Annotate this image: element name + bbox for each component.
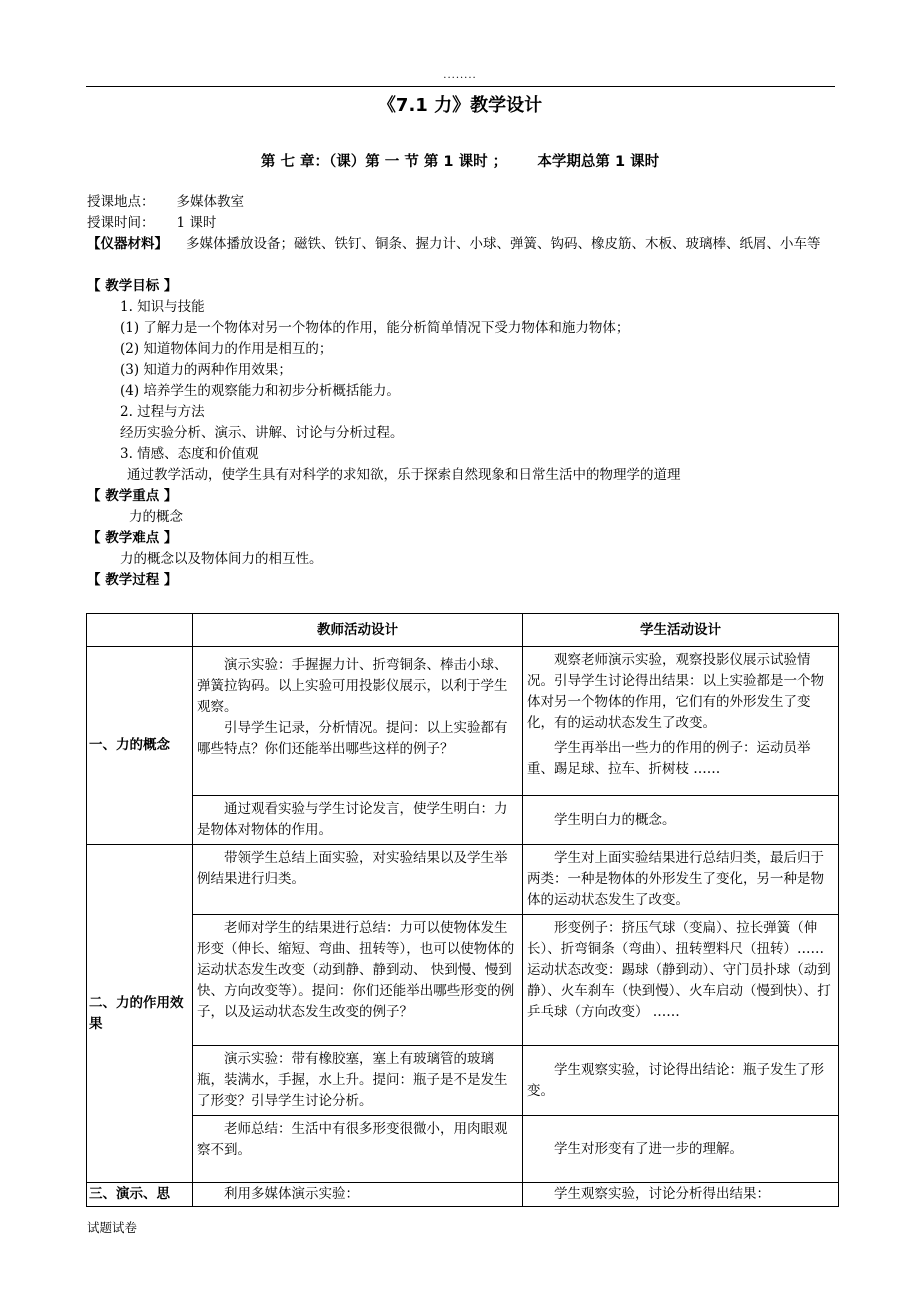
header-teacher: 教师活动设计 bbox=[193, 614, 523, 647]
goal3-text: 通过教学活动，使学生具有对科学的求知欲，乐于探索自然现象和日常生活中的物理学的道理 bbox=[127, 467, 681, 483]
teacher-cell bbox=[193, 1183, 523, 1207]
table-row bbox=[87, 1116, 839, 1183]
time-line bbox=[87, 213, 842, 234]
goal2-text: 经历实验分析、演示、讲解、讨论与分析过程。 bbox=[120, 425, 404, 441]
student-paragraph: 观察老师演示实验，观察投影仪展示试验情况。引导学生讨论得出结果：以上实验都是一个物体对另一个物体的作用，它们有的外形发生了变化，有的运动状态发生了改变。 bbox=[527, 652, 824, 731]
difficult-heading: 【 教学难点 】 bbox=[87, 530, 178, 546]
teacher-cell bbox=[193, 845, 523, 915]
table-row bbox=[87, 647, 839, 796]
teacher-paragraph: 老师对学生的结果进行总结：力可以使物体发生形变（伸长、缩短、弯曲、扭转等），也可以使物体的运动状态发生改变（动到静、静到动、 快到慢、慢到快、方向改变等）。提问：你们还能举出哪些形变的例子，以及运动状态发生改变的例子？ bbox=[197, 920, 515, 1020]
process-heading: 【 教学过程 】 bbox=[87, 572, 178, 588]
teacher-cell bbox=[193, 1116, 523, 1183]
student-paragraph: 形变例子：挤压气球（变扁）、拉长弹簧（伸长）、折弯铜条（弯曲）、扭转塑料尺（扭转）……运动状态改变：踢球（静到动）、守门员扑球（动到静）、火车刹车（快到慢）、火车启动（慢到快）、打乒乓球（方向改变） …… bbox=[527, 920, 831, 1020]
goal1-item-2: (2) 知道物体间力的作用是相互的； bbox=[120, 341, 333, 357]
student-cell bbox=[523, 915, 839, 1046]
teacher-paragraph: 引导学生记录，分析情况。提问：以上实验都有哪些特点？你们还能举出哪些这样的例子？ bbox=[197, 720, 508, 757]
student-cell bbox=[523, 647, 839, 796]
student-paragraph: 学生对形变有了进一步的理解。 bbox=[554, 1140, 743, 1157]
table-header-row bbox=[87, 614, 839, 647]
key-heading: 【 教学重点 】 bbox=[87, 488, 178, 504]
table-header-empty bbox=[87, 614, 193, 647]
materials-block bbox=[87, 234, 842, 255]
table-row bbox=[87, 1046, 839, 1116]
student-paragraph: 学生再举出一些力的作用的例子：运动员举重、踢足球、拉车、折树枝 …… bbox=[527, 740, 811, 777]
teacher-paragraph: 演示实验：手握握力计、折弯铜条、棒击小球、弹簧拉钩码。以上实验可用投影仪展示，以利于学生观察。 bbox=[197, 657, 508, 715]
goal1-item-3: (3) 知道力的两种作用效果； bbox=[120, 362, 292, 378]
footer-text: 试题试卷 bbox=[87, 1220, 138, 1235]
student-paragraph: 学生明白力的概念。 bbox=[554, 811, 676, 828]
student-paragraph: 学生观察实验，讨论得出结论：瓶子发生了形变。 bbox=[527, 1061, 824, 1099]
section-label: 三、演示、思 bbox=[87, 1183, 193, 1207]
student-paragraph: 学生对上面实验结果进行总结归类，最后归于两类：一种是物体的外形发生了变化，另一种是物体的运动状态发生了改变。 bbox=[527, 850, 824, 908]
teacher-cell bbox=[193, 647, 523, 796]
student-paragraph: 学生观察实验，讨论分析得出结果： bbox=[554, 1186, 770, 1202]
teacher-paragraph: 通过观看实验与学生讨论发言，使学生明白：力是物体对物体的作用。 bbox=[197, 801, 508, 838]
teacher-paragraph: 带领学生总结上面实验，对实验结果以及学生举例结果进行归类。 bbox=[197, 850, 508, 887]
document-title: 《7.1 力》教学设计 bbox=[377, 95, 543, 116]
goal3-title: 3. 情感、态度和价值观 bbox=[120, 446, 259, 462]
process-table bbox=[86, 613, 839, 1207]
teacher-paragraph: 利用多媒体演示实验： bbox=[224, 1186, 359, 1202]
location-line bbox=[87, 192, 842, 213]
header-dots: ........ bbox=[443, 70, 477, 81]
teacher-cell bbox=[193, 1046, 523, 1116]
student-cell bbox=[523, 1183, 839, 1207]
teacher-paragraph: 老师总结：生活中有很多形变很微小，用肉眼观察不到。 bbox=[197, 1121, 508, 1158]
difficult-text: 力的概念以及物体间力的相互性。 bbox=[120, 551, 323, 567]
table-row bbox=[87, 845, 839, 915]
student-cell bbox=[523, 845, 839, 915]
time-value: 1 课时 bbox=[176, 215, 217, 231]
materials-text: 多媒体播放设备；磁铁、铁钉、铜条、握力计、小球、弹簧、钩码、橡皮筋、木板、玻璃棒、纸屑、小车等 bbox=[186, 236, 821, 252]
goal1-title: 1. 知识与技能 bbox=[120, 299, 205, 315]
section-label: 一、力的概念 bbox=[87, 647, 193, 845]
student-cell bbox=[523, 1046, 839, 1116]
goal1-item-1: (1) 了解力是一个物体对另一个物体的作用，能分析简单情况下受力物体和施力物体； bbox=[120, 320, 630, 336]
goals-heading: 【 教学目标 】 bbox=[87, 278, 178, 294]
table-row bbox=[87, 915, 839, 1046]
header-rule bbox=[86, 86, 835, 87]
table-row bbox=[87, 796, 839, 845]
teacher-cell bbox=[193, 796, 523, 845]
section-label: 二、力的作用效果 bbox=[87, 845, 193, 1183]
student-cell bbox=[523, 1116, 839, 1183]
table-row bbox=[87, 1183, 839, 1207]
document-subtitle: 第 七 章：（课）第 一 节 第 1 课时 ； 本学期总第 1 课时 bbox=[260, 154, 660, 170]
location-value: 多媒体教室 bbox=[176, 194, 244, 210]
materials-label: 【仪器材料】 bbox=[87, 236, 168, 252]
goal2-title: 2. 过程与方法 bbox=[120, 404, 205, 420]
time-label: 授课时间： bbox=[87, 215, 155, 231]
student-cell bbox=[523, 796, 839, 845]
teacher-cell bbox=[193, 915, 523, 1046]
location-label: 授课地点： bbox=[87, 194, 155, 210]
key-text: 力的概念 bbox=[129, 509, 183, 525]
goal1-item-4: (4) 培养学生的观察能力和初步分析概括能力。 bbox=[120, 383, 400, 399]
header-student: 学生活动设计 bbox=[523, 614, 839, 647]
teacher-paragraph: 演示实验：带有橡胶塞，塞上有玻璃管的玻璃瓶，装满水，手握，水上升。提问：瓶子是不是发生了形变？引导学生讨论分析。 bbox=[197, 1051, 508, 1109]
